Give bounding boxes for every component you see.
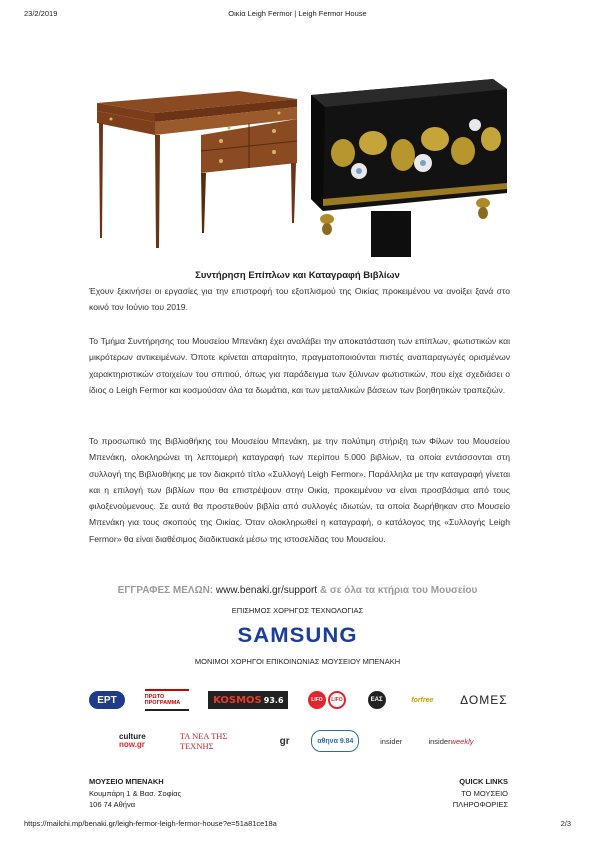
museum-street: Κουμπάρη 1 & Βασ. Σοφίας bbox=[89, 788, 182, 798]
print-header bbox=[24, 9, 571, 18]
insider-weekly-a: insider bbox=[428, 736, 451, 746]
culturenow-logo[interactable] bbox=[119, 733, 163, 749]
members-suffix: & σε όλα τα κτήρια του Μουσείου bbox=[319, 585, 478, 596]
kosmos-logo[interactable] bbox=[208, 691, 288, 709]
article-paragraph-3: Το προσωπικό της Βιβλιοθήκης του Μουσείου Μπενάκη, με την πολύτιμη στήριξη των Φίλων του Μουσείου Μπενάκη, ολοκληρώνει τη λεπτομερή καταγραφή των περίπου 5.000 βιβλίων, τα οποία εντάσσονται στη συλλογή της Βιβλιοθήκης με τον διακριτό τίτλο «Συλλογή Leigh Fermor». Παράλληλα με την καταγραφή γίνεται και η επιλογή των βιβλίων που θα επιστρέψουν στην Οικία, προκειμένου να είναι προσβάσιμα από τους φιλοξενούμενους. Σε αυτά θα προστεθούν βιβλία από συλλογές ιδιωτών, τα οποία δωρήθηκαν στο Μουσείο Μπενάκη για τους σκοπούς της Οικίας. Όταν ολοκληρωθεί η καταγραφή, ο κατάλογος της «Συλλογής Leigh Fermor» θα είναι διαθέσιμος διαδικτυακά μέσω της ιστοσελίδας του Μουσείου. bbox=[89, 436, 510, 544]
insider-weekly-b: weekly bbox=[450, 736, 474, 746]
samsung-logo[interactable]: SAMSUNG bbox=[237, 624, 358, 647]
hero-images bbox=[89, 43, 509, 257]
article-paragraph-2: Το Τμήμα Συντήρησης του Μουσείου Μπενάκη έχει αναλάβει την αποκατάσταση των επίπλων, φωτιστικών και μικρότερων αντικειμένων. Όποτε κρίνεται απαραίτητο, πραγματοποιούνται πιστές αναπαραγωγές ορισμένων χαρακτηριστικών στοιχείων του σπιτιού, όπως για παράδειγμα των ξύλινων φωτιστικών, που είχε σχεδιάσει ο ίδιος ο Leigh Fermor και κοσμούσαν όλα τα δωμάτια, και των μεταλλικών βάσεων των βοηθητικών τραπεζιών. bbox=[89, 336, 510, 395]
quick-links bbox=[453, 776, 508, 811]
quick-links-title: QUICK LINKS bbox=[459, 777, 508, 786]
print-page: 2/3 bbox=[560, 819, 571, 828]
members-link[interactable]: www.benaki.gr/support bbox=[215, 585, 318, 596]
sponsor-logos-row-1 bbox=[89, 688, 509, 712]
print-title: Οικία Leigh Fermor | Leigh Fermor House bbox=[228, 9, 367, 18]
museum-name: ΜΟΥΣΕΙΟ ΜΠΕΝΑΚΗ bbox=[89, 777, 164, 786]
tech-sponsor-label: ΕΠΙΣΗΜΟΣ ΧΟΡΗΓΟΣ ΤΕΧΝΟΛΟΓΙΑΣ bbox=[231, 606, 364, 615]
insider-weekly-logo[interactable] bbox=[423, 737, 479, 746]
desk-image bbox=[89, 43, 303, 257]
gr-logo[interactable]: gr bbox=[279, 735, 290, 747]
insider-logo[interactable]: insider bbox=[380, 736, 403, 746]
sponsor-logos-row-2 bbox=[89, 729, 479, 753]
print-footer bbox=[24, 819, 571, 828]
link-info[interactable]: ΠΛΗΡΟΦΟΡΙΕΣ bbox=[452, 800, 508, 809]
print-date: 23/2/2019 bbox=[24, 9, 58, 18]
members-banner bbox=[0, 585, 595, 596]
lifo-logo[interactable] bbox=[308, 689, 348, 711]
domes-logo[interactable]: ΔΟΜΕΣ bbox=[460, 693, 508, 707]
kosmos-frequency: 93.6 bbox=[263, 695, 284, 705]
culturenow-bottom: now.gr bbox=[119, 740, 145, 749]
tanea-tis-texnis-logo[interactable]: ΤΑ ΝΕΑ ΤΗΣ ΤΕΧΝΗΣ bbox=[179, 731, 228, 751]
casket-image bbox=[303, 43, 509, 257]
culturenow-top: culture bbox=[119, 732, 146, 741]
ert-logo[interactable]: ΕΡΤ bbox=[89, 691, 125, 709]
article-title: Συντήρηση Επίπλων και Καταγραφή Βιβλίων bbox=[195, 270, 400, 281]
forfree-logo[interactable]: forfree bbox=[411, 696, 434, 704]
article-paragraph-1: Έχουν ξεκινήσει οι εργασίες για την επιστροφή του εξοπλισμού της Οικίας προκειμένου να ανοίξει ξανά στο κοινό τον Ιούνιο του 2019. bbox=[89, 286, 510, 313]
comm-sponsors-label: ΜΟΝΙΜΟΙ ΧΟΡΗΓΟΙ ΕΠΙΚΟΙΝΩΝΙΑΣ ΜΟΥΣΕΙΟΥ ΜΠΕΝΑΚΗ bbox=[194, 657, 401, 666]
print-url: https://mailchi.mp/benaki.gr/leigh-fermor-leigh-fermor-house?e=51a81ce18a bbox=[24, 819, 277, 828]
members-prefix: ΕΓΓΡΑΦΕΣ ΜΕΛΩΝ: bbox=[117, 585, 214, 596]
museum-address bbox=[89, 776, 181, 811]
museum-city: 106 74 Αθήνα bbox=[89, 800, 136, 809]
lifo-mark-a: LIFO bbox=[308, 691, 326, 709]
proto-programma-logo[interactable]: ΠΡΩΤΟ ΠΡΟΓΡΑΜΜΑ bbox=[145, 689, 189, 711]
eac-logo[interactable]: ΕΑΣ bbox=[368, 691, 386, 709]
lifo-mark-b: LIFO bbox=[328, 691, 346, 709]
link-museum[interactable]: ΤΟ ΜΟΥΣΕΙΟ bbox=[461, 788, 508, 798]
athina984-logo[interactable]: αθηνα 9.84 bbox=[311, 730, 359, 752]
kosmos-name: KOSMOS bbox=[213, 694, 262, 706]
